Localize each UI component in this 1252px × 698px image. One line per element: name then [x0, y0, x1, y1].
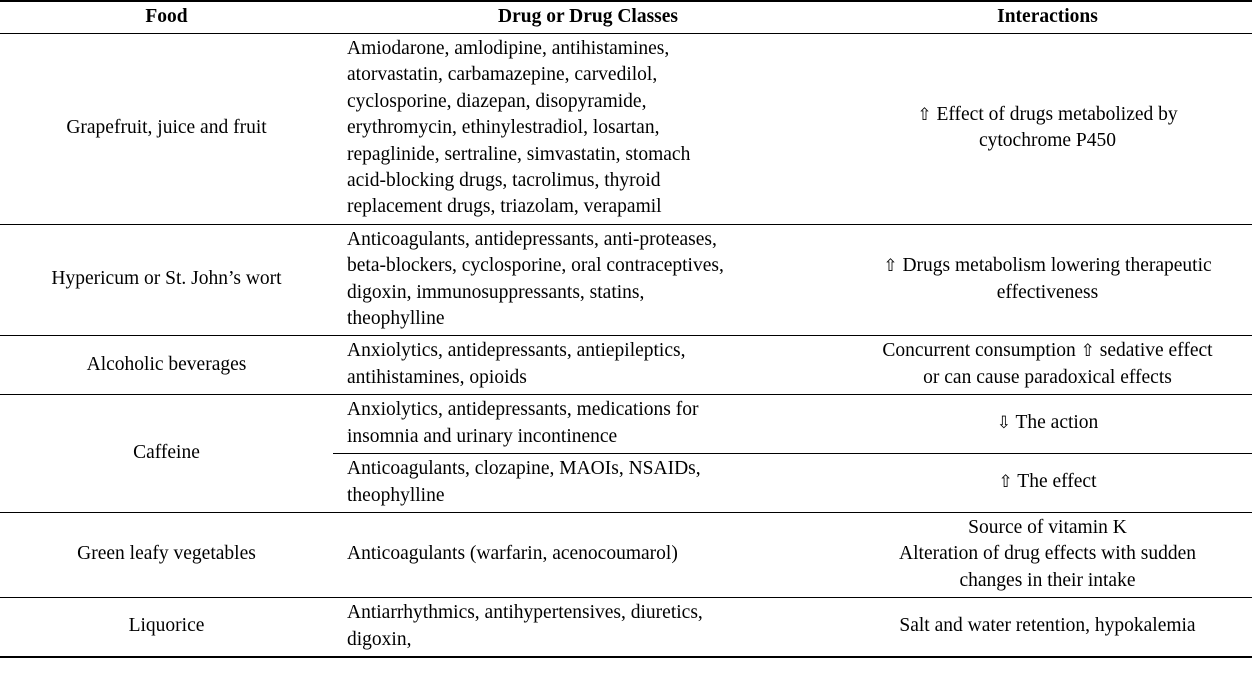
table-row-caffeine-1: [0, 395, 1252, 454]
header-interactions: Interactions: [843, 1, 1252, 34]
food-cell: Alcoholic beverages: [0, 336, 333, 395]
food-cell: Green leafy vegetables: [0, 512, 333, 597]
interaction-cell: [843, 454, 1252, 513]
drug-cell: [333, 34, 843, 225]
interaction-line: [849, 253, 1246, 279]
drug-line: replacement drugs, triazolam, verapamil: [347, 196, 662, 218]
drug-line: Anxiolytics, antidepressants, antiepileptics,: [347, 340, 686, 362]
drug-cell: [333, 598, 843, 657]
drug-line: Amiodarone, amlodipine, antihistamines,: [347, 38, 670, 59]
interaction-text: The effect: [1017, 471, 1097, 493]
table-row-grapefruit: [0, 34, 1252, 225]
up-arrow-icon: ⇧: [883, 256, 898, 277]
drug-line: insomnia and urinary incontinence: [347, 425, 618, 447]
down-arrow-icon: ⇩: [996, 413, 1011, 434]
interaction-cell: [843, 336, 1252, 395]
drug-line: repaglinide, sertraline, simvastatin, stomach: [347, 143, 691, 165]
food-cell: Grapefruit, juice and fruit: [0, 34, 333, 225]
table-body: [0, 34, 1252, 657]
interaction-line: changes in their intake: [959, 569, 1136, 591]
interaction-line: [849, 102, 1246, 128]
interaction-cell: [843, 224, 1252, 336]
drug-cell: [333, 395, 843, 454]
up-arrow-icon: ⇧: [998, 472, 1013, 493]
drug-line: antihistamines, opioids: [347, 366, 527, 388]
interaction-cell: [843, 395, 1252, 454]
interaction-text: sedative effect: [1099, 340, 1213, 362]
drug-cell: [333, 336, 843, 395]
header-drug: Drug or Drug Classes: [333, 1, 843, 34]
table-header: [0, 1, 1252, 34]
interaction-text: Concurrent consumption: [882, 340, 1076, 362]
drug-line: acid-blocking drugs, tacrolimus, thyroid: [347, 170, 661, 192]
drug-line: Anxiolytics, antidepressants, medications for: [347, 399, 699, 421]
interaction-line: [849, 338, 1246, 364]
drug-line: beta-blockers, cyclosporine, oral contraceptives,: [347, 255, 724, 277]
interaction-text: Effect of drugs metabolized by: [936, 104, 1178, 126]
drug-line: erythromycin, ethinylestradiol, losartan,: [347, 117, 660, 139]
drug-cell: [333, 454, 843, 513]
food-cell: Hypericum or St. John’s wort: [0, 224, 333, 336]
interaction-cell: [843, 512, 1252, 597]
drug-line: Anticoagulants, clozapine, MAOIs, NSAIDs,: [347, 458, 701, 480]
table-row-hypericum: [0, 224, 1252, 336]
drug-line: digoxin,: [347, 628, 412, 650]
interaction-line: Alteration of drug effects with sudden: [899, 543, 1196, 565]
up-arrow-icon: ⇧: [917, 105, 932, 126]
interaction-line: Source of vitamin K: [968, 516, 1127, 538]
header-row: [0, 1, 1252, 34]
interaction-line: cytochrome P450: [978, 130, 1116, 152]
interaction-text: The action: [1015, 412, 1099, 434]
drug-cell: [333, 224, 843, 336]
table-row-leafy: [0, 512, 1252, 597]
drug-line: cyclosporine, diazepan, disopyramide,: [347, 90, 647, 112]
food-cell: Liquorice: [0, 598, 333, 657]
interaction-text: Drugs metabolism lowering therapeutic: [902, 255, 1212, 277]
table-row-alcohol: [0, 336, 1252, 395]
drug-line: digoxin, immunosuppressants, statins,: [347, 281, 645, 303]
food-cell: Caffeine: [0, 395, 333, 513]
interaction-line: or can cause paradoxical effects: [923, 366, 1172, 388]
drug-line: atorvastatin, carbamazepine, carvedilol,: [347, 64, 658, 86]
up-arrow-icon: ⇧: [1080, 341, 1095, 362]
interaction-cell: Salt and water retention, hypokalemia: [843, 598, 1252, 657]
drug-line: theophylline: [347, 484, 445, 506]
drug-line: Anticoagulants, antidepressants, anti-proteases,: [347, 228, 717, 250]
drug-cell: Anticoagulants (warfarin, acenocoumarol): [333, 512, 843, 597]
interaction-line: effectiveness: [996, 281, 1099, 303]
drug-line: Antiarrhythmics, antihypertensives, diuretics,: [347, 602, 703, 624]
table-row-liquorice: [0, 598, 1252, 657]
header-food: Food: [0, 1, 333, 34]
drug-line: theophylline: [347, 308, 445, 330]
interaction-cell: [843, 34, 1252, 225]
